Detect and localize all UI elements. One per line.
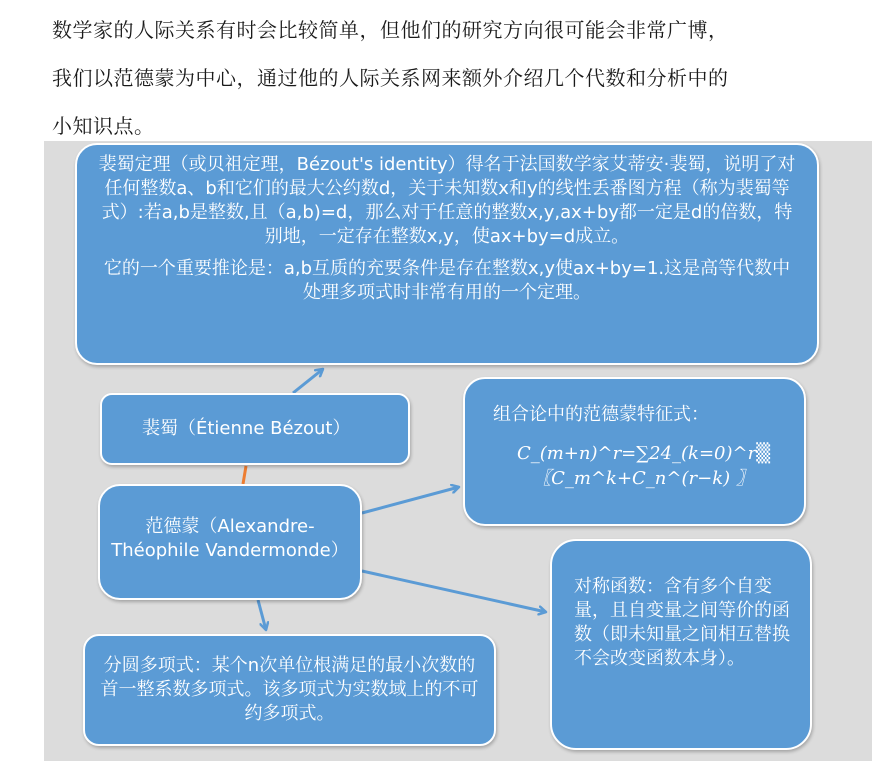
intro-line-2: 我们以范德蒙为中心，通过他的人际关系网来额外介绍几个代数和分析中的 [52,66,729,90]
accent-tick [243,466,246,484]
cyclotomic-polynomial-text: 分圆多项式：某个n次单位根满足的最小次数的首一整系数多项式。该多项式为实数域上的不可约多项式。 [100,655,479,724]
arrow-to-symmetric-function [362,571,546,612]
bezout-theorem-node [75,143,819,365]
arrow-to-bezout-theorem [293,369,323,393]
intro-line-1: 数学家的人际关系有时会比较简单，但他们的研究方向很可能会非常广博， [52,18,729,42]
vandermonde-identity-node [463,377,806,526]
intro-line-3: 小知识点。 [52,114,155,138]
bezout-theorem-statement: 裴蜀定理（或贝祖定理，Bézout's identity）得名于法国数学家艾蒂安·裴蜀，说明了对任何整数a、b和它们的最大公约数d，关于未知数x和y的线性丢番图方程（称为裴蜀等式）:若a,b是整数,且（a,b)=d，那么对于任意的整数x,y,ax+by都一定是d的倍数，特别地，一定存在整数x,y，使ax+by=d成立。 [98,154,796,247]
vandermonde-label: 范德蒙（Alexandre-Théophile Vandermonde） [111,516,349,561]
cyclotomic-polynomial-node [83,634,496,746]
bezout-theorem-corollary: 它的一个重要推论是：a,b互质的充要条件是存在整数x,y使ax+by=1.这是高等代数中处理多项式时非常有用的一个定理。 [103,258,791,303]
symmetric-function-text: 对称函数：含有多个自变量，且自变量之间等价的函数（即未知量之间相互替换不会改变函数本身）。 [574,576,790,669]
arrow-to-vandermonde-identity [362,487,459,513]
bezout-label: 裴蜀（Étienne Bézout） [142,418,351,439]
arrow-to-cyclotomic [258,600,266,630]
vandermonde-identity-title: 组合论中的范德蒙特征式： [493,404,709,425]
vandermonde-identity-formula: C_(m+n)^r=∑24_(k=0)^r▒〖C_m^k+C_n^(r−k) 〗 [516,443,771,489]
symmetric-function-node [550,539,812,750]
bezout-node [100,393,410,465]
vandermonde-node [98,484,362,600]
